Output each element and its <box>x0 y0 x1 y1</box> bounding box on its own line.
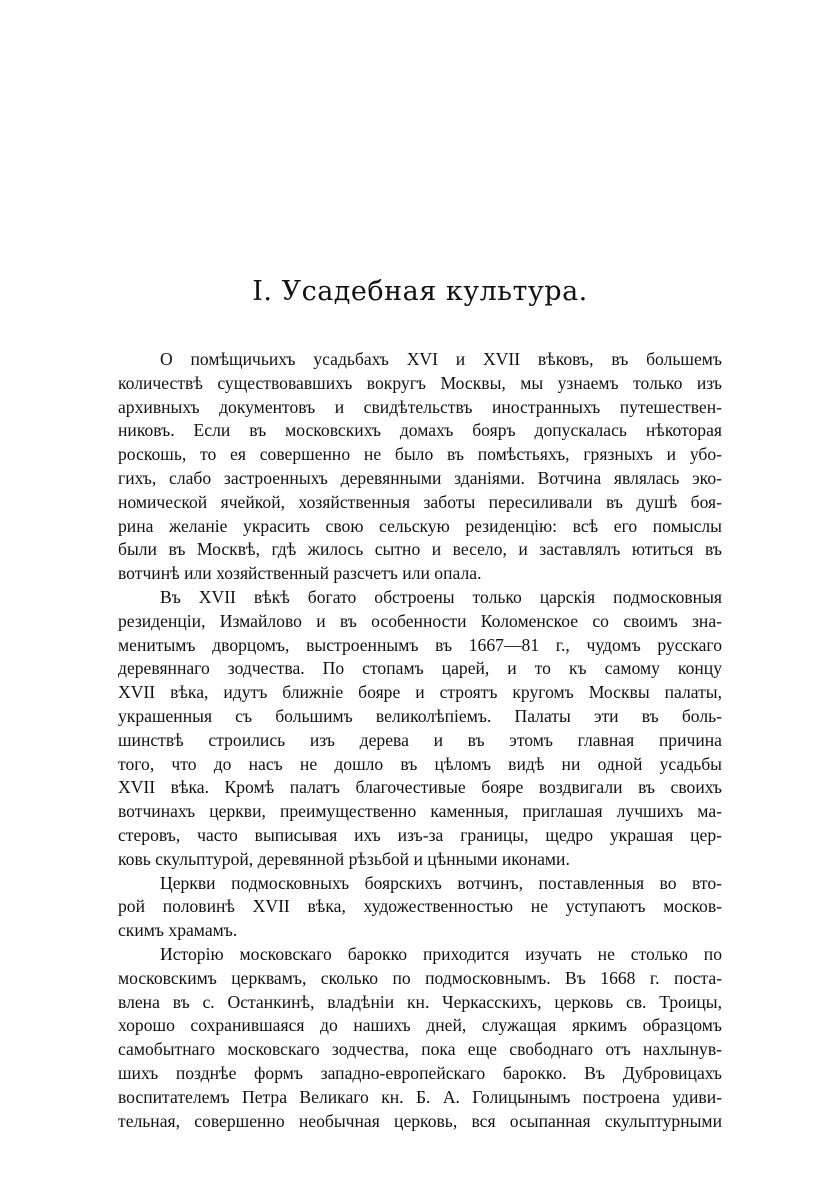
text-line: стеровъ, часто выписывая ихъ изъ-за границы, щедро украшая цер- <box>118 824 722 845</box>
paragraph <box>118 943 722 1133</box>
chapter-title: I. Усадебная культура. <box>252 276 588 307</box>
text-line: Церкви подмосковныхъ боярскихъ вотчинъ, поставленныя во вто- <box>160 872 722 893</box>
text-line: ковь скульптурой, деревянной рѣзьбой и цѣнными иконами. <box>118 848 570 869</box>
text-line: влена въ с. Останкинѣ, владѣнiи кн. Черкасскихъ, церковь св. Троицы, <box>118 991 722 1012</box>
text-line: украшенныя съ большимъ великолѣпiемъ. Палаты эти въ боль- <box>118 705 722 726</box>
paragraph <box>118 348 722 586</box>
text-line: вотчинахъ церкви, преимущественно каменныя, приглашая лучшихъ ма- <box>118 801 722 822</box>
text-line: менитымъ дворцомъ, выстроеннымъ въ 1667—81 г., чудомъ русскаго <box>118 634 722 655</box>
text-line: хорошо сохранившаяся до нашихъ дней, служащая яркимъ образцомъ <box>118 1015 722 1036</box>
paragraph <box>118 872 722 943</box>
text-line: рина желанiе украсить свою сельскую резиденцiю: всѣ его помыслы <box>118 515 722 536</box>
text-line: гихъ, слабо застроенныхъ деревянными зданiями. Вотчина являлась эко- <box>118 467 722 488</box>
text-line: количествѣ существовавшихъ вокругъ Москвы, мы узнаемъ только изъ <box>118 372 722 393</box>
text-line: воспитателемъ Петра Великаго кн. Б. А. Голицынымъ построена удиви- <box>118 1086 722 1107</box>
text-line: деревяннаго зодчества. По стопамъ царей, и то къ самому концу <box>118 658 722 679</box>
text-body <box>118 348 722 1133</box>
page-body <box>118 272 722 1133</box>
text-line: XVII вѣка. Кромѣ палатъ благочестивые бояре воздвигали въ своихъ <box>118 777 722 798</box>
text-line: того, что до насъ не дошло въ цѣломъ видѣ ни одной усадьбы <box>118 753 722 774</box>
text-line: архивныхъ документовъ и свидѣтельствъ иностранныхъ путешествен- <box>118 396 722 417</box>
text-line: рой половинѣ XVII вѣка, художественностью не уступаютъ москов- <box>118 896 722 917</box>
text-line: тельная, совершенно необычная церковь, вся осыпанная скульптурными <box>118 1110 722 1131</box>
text-line: Исторiю московскаго барокко приходится изучать не столько по <box>160 943 722 964</box>
text-line: Въ XVII вѣкѣ богато обстроены только царскiя подмосковныя <box>160 586 722 607</box>
text-line: московскимъ церквамъ, сколько по подмосковнымъ. Въ 1668 г. поста- <box>118 967 722 988</box>
text-line: самобытнаго московскаго зодчества, пока еще свободнаго отъ нахлынув- <box>118 1039 722 1060</box>
text-line: были въ Москвѣ, гдѣ жилось сытно и весело, и заставлялъ ютиться въ <box>118 539 722 560</box>
text-line: скимъ храмамъ. <box>118 920 238 941</box>
text-line: XVII вѣка, идутъ ближнiе бояре и строятъ кругомъ Москвы палаты, <box>118 682 722 703</box>
text-line: никовъ. Если въ московскихъ домахъ бояръ допускалась нѣкоторая <box>118 420 722 441</box>
text-line: роскошь, то ея совершенно не было въ помѣстьяхъ, грязныхъ и убо- <box>118 444 722 465</box>
text-line: О помѣщичьихъ усадьбахъ XVI и XVII вѣковъ, въ большемъ <box>160 349 722 369</box>
text-line: номической ячейкой, хозяйственныя заботы пересиливали въ душѣ боя- <box>118 491 722 512</box>
text-line: вотчинѣ или хозяйственный разсчетъ или опала. <box>118 563 482 584</box>
text-line: шинствѣ строились изъ дерева и въ этомъ главная причина <box>118 729 722 750</box>
text-line: шихъ позднѣе формъ западно-европейскаго барокко. Въ Дубровицахъ <box>118 1062 722 1083</box>
paragraph <box>118 586 722 872</box>
text-line: резиденцiи, Измайлово и въ особенности Коломенское со своимъ зна- <box>118 610 722 631</box>
